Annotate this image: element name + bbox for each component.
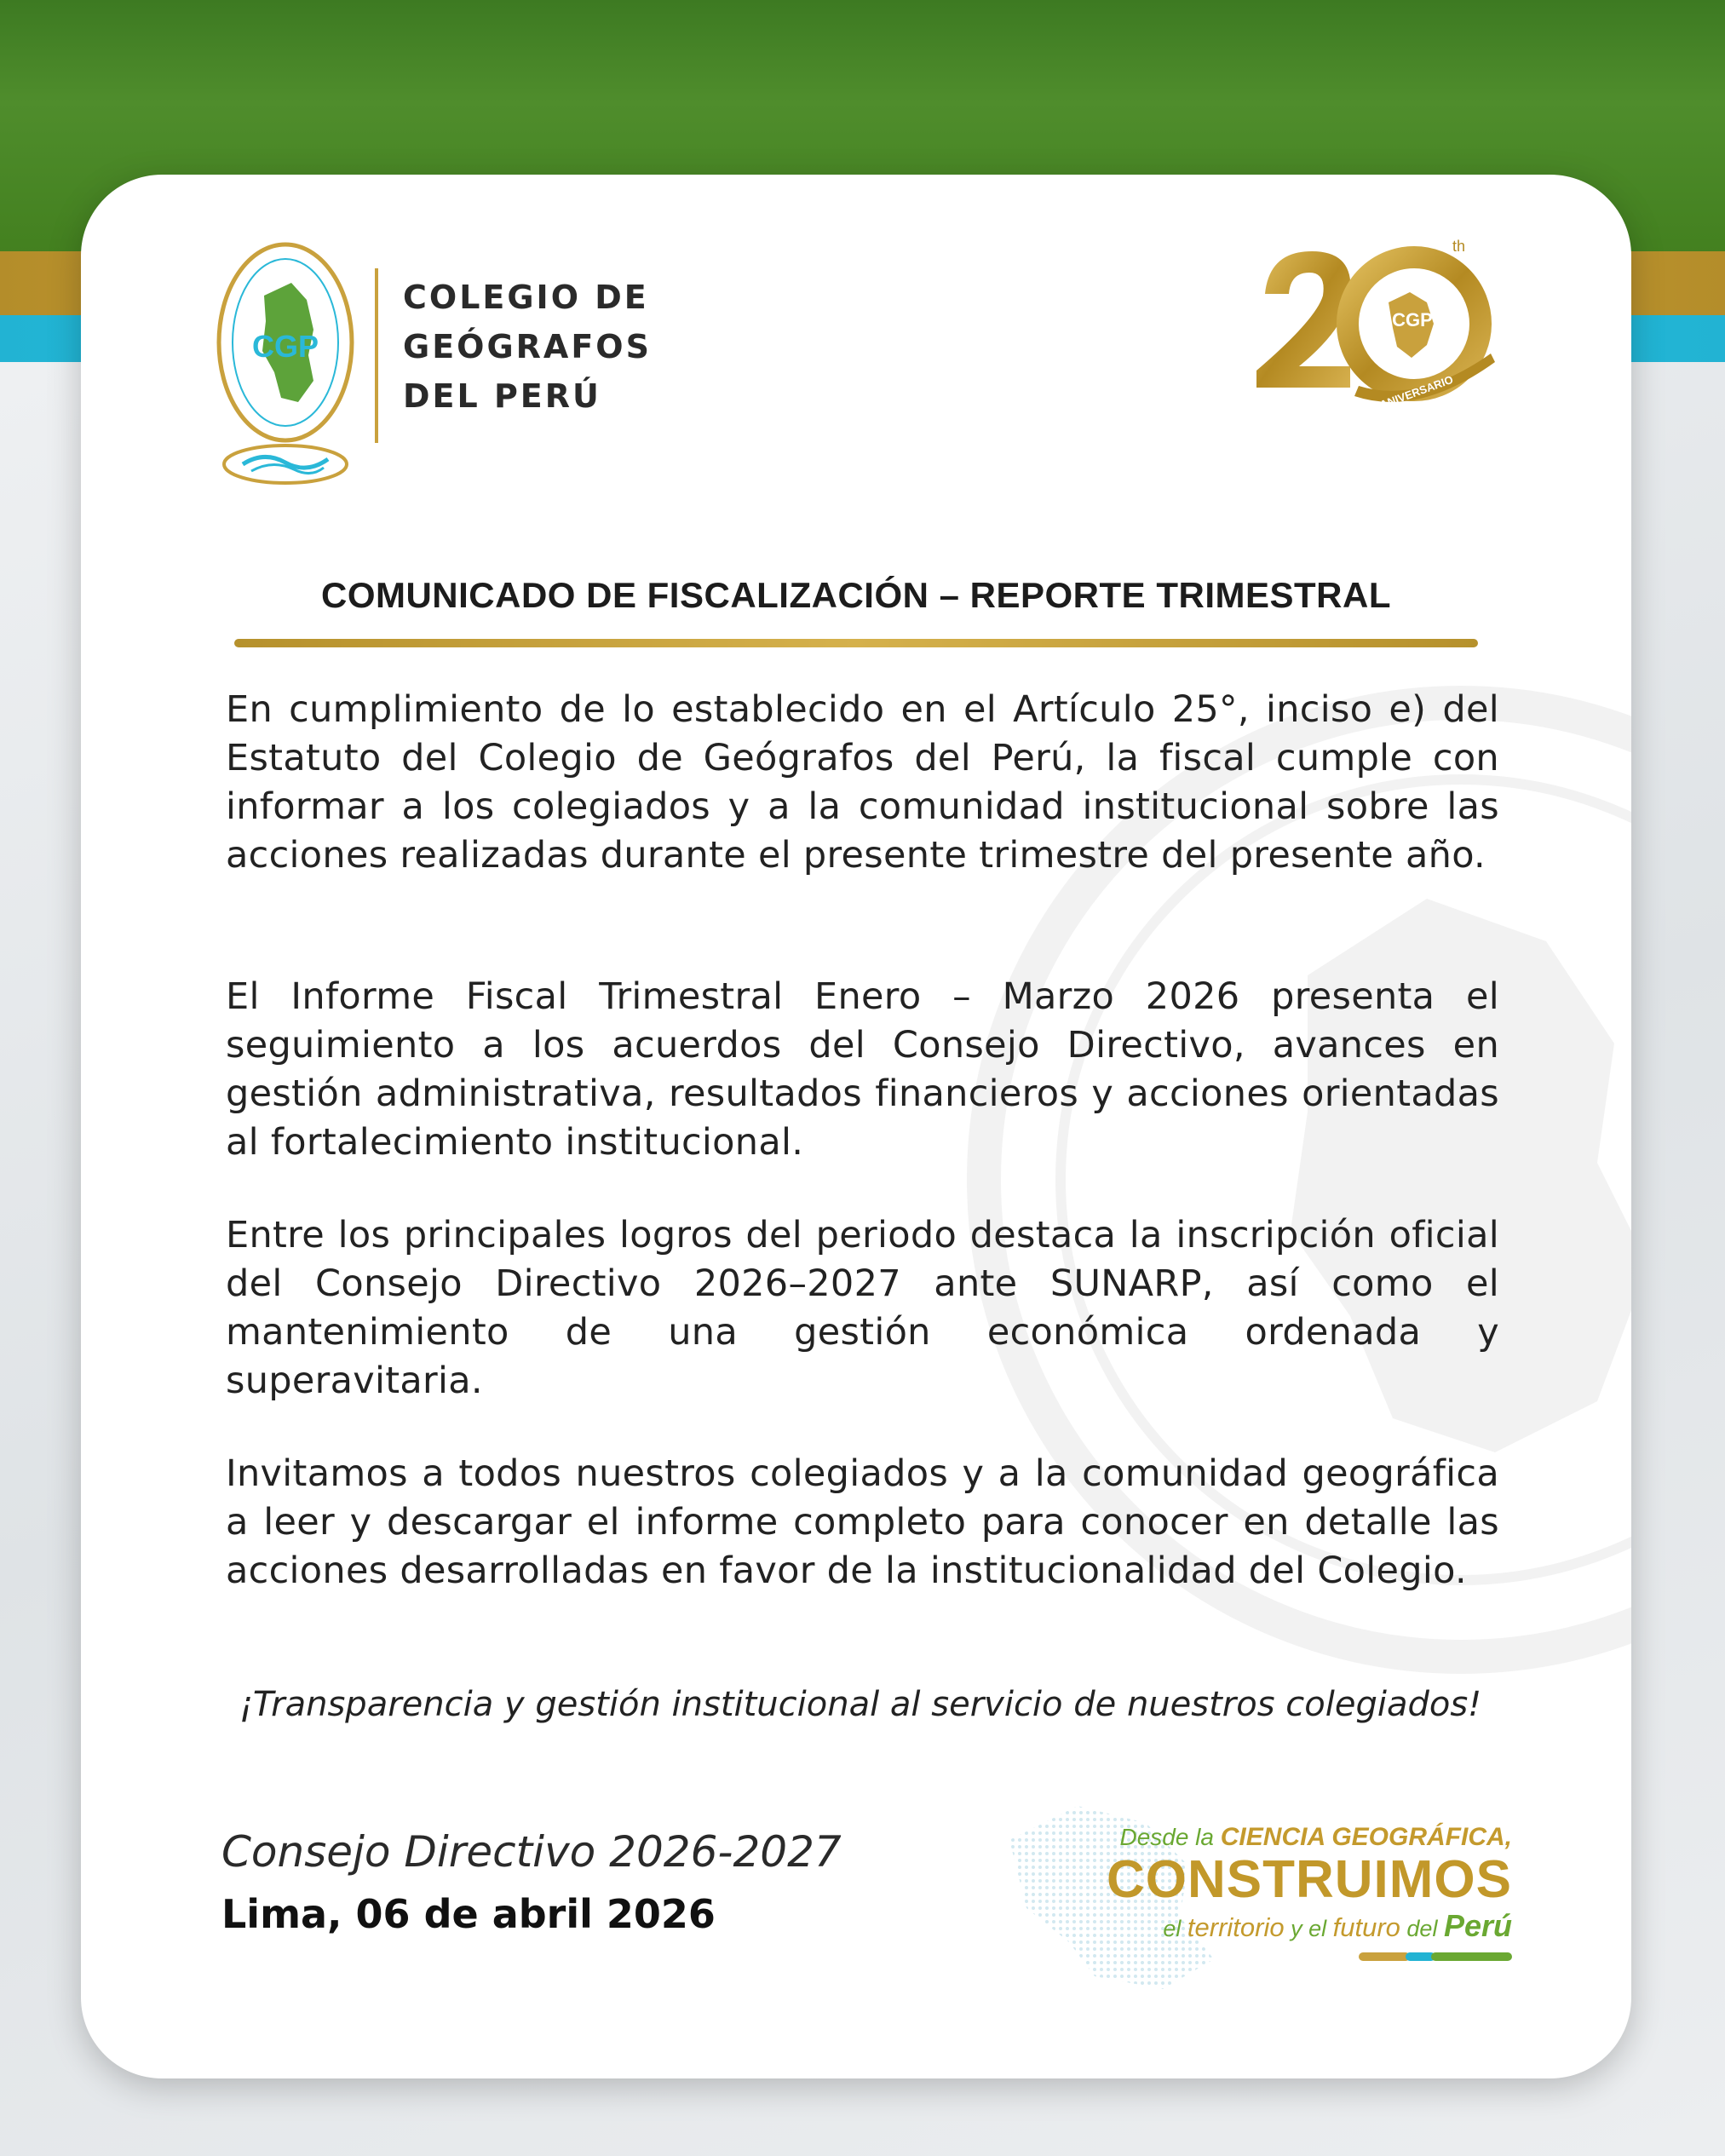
motto-line-1: Desde la CIENCIA GEOGRÁFICA, xyxy=(1119,1823,1512,1851)
motto-block xyxy=(1069,1823,1512,1944)
title-underline xyxy=(234,639,1478,647)
anniversary-20th-logo-icon xyxy=(1248,234,1504,413)
paragraph-1: En cumplimiento de lo establecido en el Artículo 25°, inciso e) del Estatuto del Colegio de Geógrafos del Perú, la fiscal cumple con informar a los colegiados y a la comunidad institucional sobre las acciones realizadas durante el presente trimestre del presente año. xyxy=(226,688,1499,877)
page-title: COMUNICADO DE FISCALIZACIÓN – REPORTE TRIMESTRAL xyxy=(320,575,1391,615)
announcement-card xyxy=(81,175,1631,2078)
org-name-line-2: GEÓGRAFOS xyxy=(403,328,652,365)
svg-text:th: th xyxy=(1452,238,1466,255)
motto-line-3: el territorio y el futuro del Perú xyxy=(1163,1908,1512,1943)
paragraph-3: Entre los principales logros del periodo destaca la inscripción oficial del Consejo Directivo 2026–2027 ante SUNARP, así como el mantenimiento de una gestión económica ordenada y superavitaria. xyxy=(226,1214,1499,1402)
place-date: Lima, 06 de abril 2026 xyxy=(221,1891,716,1937)
cgp-seal-logo-icon xyxy=(213,236,358,492)
council-signature: Consejo Directivo 2026-2027 xyxy=(221,1827,842,1877)
svg-text:CGP: CGP xyxy=(1392,309,1433,331)
closing-slogan: ¡Transparencia y gestión institucional al servicio de nuestros colegiados! xyxy=(239,1685,1482,1724)
org-name-line-3: DEL PERÚ xyxy=(403,377,601,415)
svg-text:CGP: CGP xyxy=(251,329,319,364)
motto-color-bar xyxy=(1359,1951,1512,1963)
motto-line-2: CONSTRUIMOS xyxy=(1107,1850,1512,1909)
logo-divider xyxy=(375,268,378,443)
svg-text:ANIVERSARIO: ANIVERSARIO xyxy=(1377,372,1455,411)
org-name xyxy=(403,273,652,421)
org-name-line-1: COLEGIO DE xyxy=(403,279,649,316)
paragraph-2: El Informe Fiscal Trimestral Enero – Marzo 2026 presenta el seguimiento a los acuerdos del Consejo Directivo, avances en gestión administrativa, resultados financieros y acciones orientadas al fortalecimiento institucional. xyxy=(226,975,1499,1164)
paragraph-4: Invitamos a todos nuestros colegiados y a la comunidad geográfica a leer y descargar el informe completo para conocer en detalle las acciones desarrolladas en favor de la institucionalidad del Colegio. xyxy=(226,1452,1499,1592)
